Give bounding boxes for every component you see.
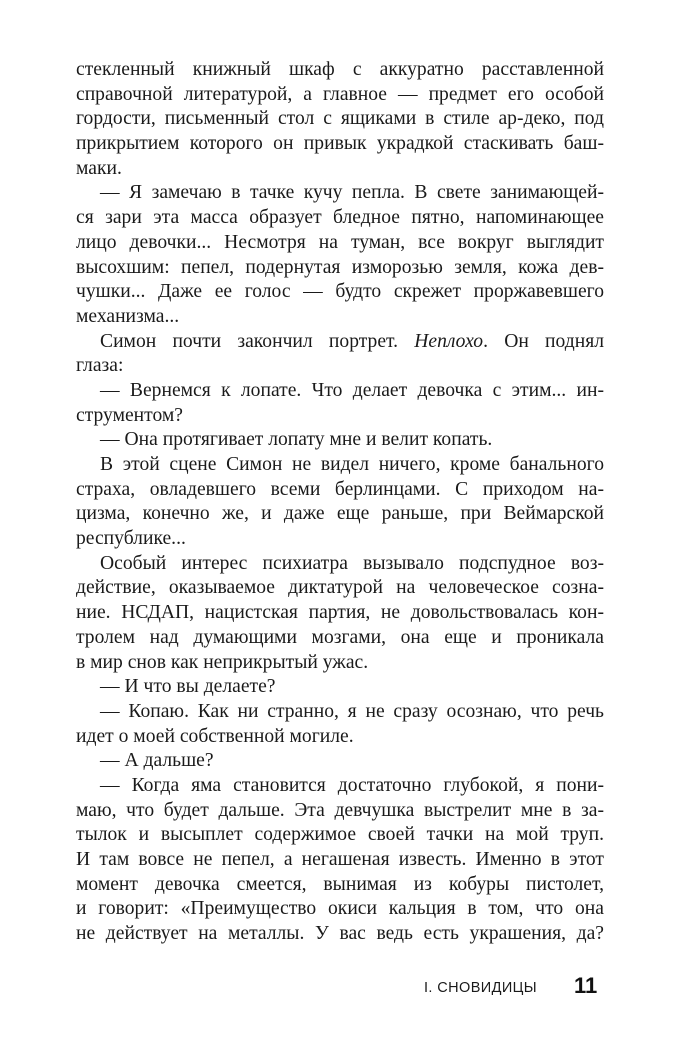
text-line: действие, оказываемое диктатурой на человеческое созна- [76,577,604,599]
text-line: И там вовсе не пепел, а негашеная известь. Именно в этот [76,849,604,870]
text-line: маки. [76,157,122,179]
text-line: справочной литературой, а главное — предмет его особой [76,83,604,105]
text-line: — Копаю. Как ни странно, я не сразу осознаю, что речь [100,700,604,722]
body-text [76,58,604,947]
text-line: струментом? [76,404,183,426]
page-number: 11 [574,973,598,998]
text-line: стекленный книжный шкаф с аккуратно расставленной [76,59,604,80]
text-line: — А дальше? [100,750,214,772]
text-line: Симон почти закончил портрет. Неплохо. Он поднял [100,330,604,352]
text-line: В этой сцене Симон не видел ничего, кроме банального [100,454,604,475]
text-line: — Когда яма становится достаточно глубокой, я пони- [100,774,604,796]
text-line: и говорит: «Преимущество окиси кальция в том, что она [76,898,604,920]
text-line: не действует на металлы. У вас ведь есть украшения, да? [76,923,604,945]
text-line: в мир снов как неприкрытый ужас. [76,651,369,673]
text-line: прикрытием которого он привык украдкой стаскивать баш- [76,133,604,155]
text-line: ние. НСДАП, нацистская партия, не довольствовалась кон- [76,602,604,624]
text-line: механизма... [76,305,180,327]
text-line: страха, овладевшего всеми берлинцами. С приходом на- [76,478,604,500]
text-line: — Я замечаю в тачке кучу пепла. В свете занимающей- [100,182,604,204]
text-line: — Она протягивает лопату мне и велит копать. [100,429,493,451]
text-line: высохшим: пепел, подернутая изморозью земля, кожа дев- [76,256,604,278]
text-line: чушки... Даже ее голос — будто скрежет проржавевшего [76,281,604,303]
text-line: маю, что будет дальше. Эта девчушка выстрелит мне в за- [76,799,604,821]
text-line: Особый интерес психиатра вызывало подспудное воз- [100,552,604,574]
text-line: идет о моей собственной могиле. [76,725,354,747]
text-line: — И что вы делаете? [100,676,276,698]
text-line: республике... [76,528,186,550]
text-line: — Вернемся к лопате. Что делает девочка с этим... ин- [100,379,604,401]
text-line: цизма, конечно же, и даже еще раньше, при Веймарской [76,503,604,525]
text-line: тролем над думающими мозгами, она еще и проникала [76,626,604,648]
text-line: тылок и высыплет содержимое своей тачки на мой труп. [76,824,604,846]
running-head: I. СНОВИДИЦЫ [424,980,538,996]
text-line: лицо девочки... Несмотря на туман, все вокруг выглядит [76,231,604,253]
text-line: ся зари эта масса образует бледное пятно, напоминающее [76,207,604,229]
text-line: глаза: [76,355,124,377]
text-line: гордости, письменный стол с ящиками в стиле ар-деко, под [76,108,604,130]
text-line: момент девочка смеется, вынимая из кобуры пистолет, [76,873,604,895]
